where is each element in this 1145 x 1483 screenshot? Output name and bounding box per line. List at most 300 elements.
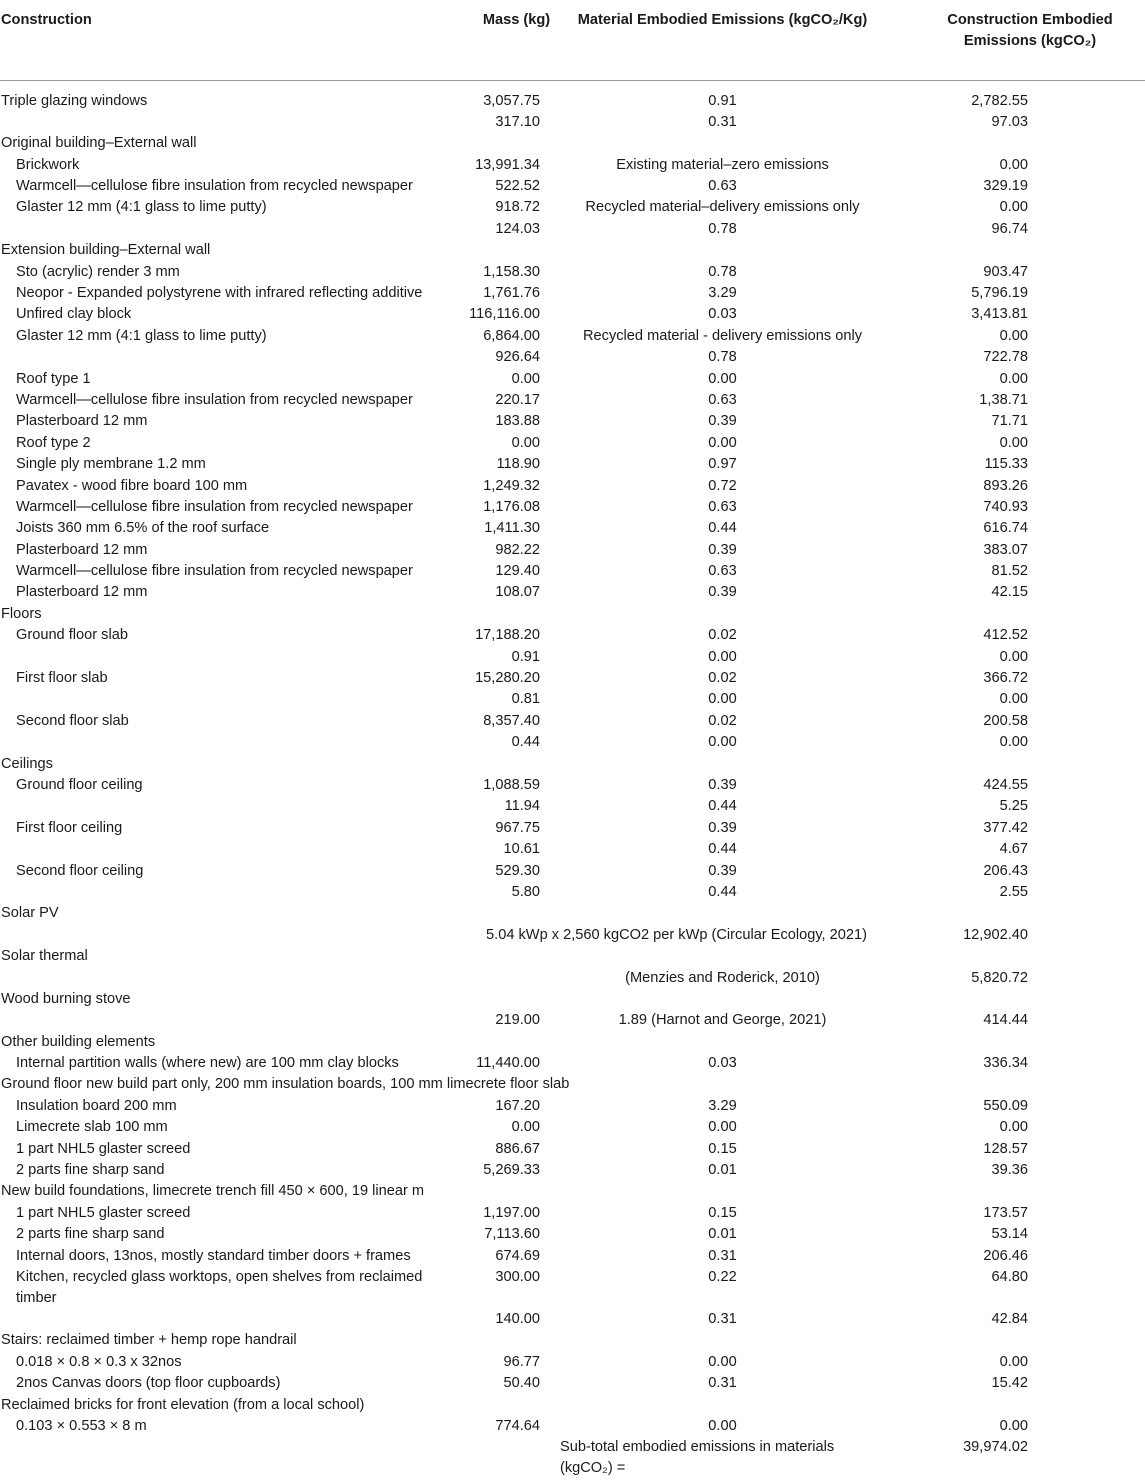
construction-emissions-cell: 97.03 (991, 113, 1028, 130)
mass-cell: 0.91 (511, 648, 540, 665)
table-row (0, 625, 1145, 646)
construction-emissions-cell (885, 1181, 1145, 1202)
construction-emissions-cell: 0.00 (999, 370, 1028, 387)
construction-emissions-cell: 12,902.40 (963, 926, 1028, 943)
construction-cell: Internal doors, 13nos, mostly standard timber doors + frames (16, 1247, 411, 1264)
mass-cell: 219.00 (495, 1012, 540, 1029)
material-emissions-cell: 0.15 (708, 1140, 737, 1157)
table-row (0, 219, 1145, 240)
table-row (0, 411, 1145, 432)
construction-cell: Limecrete slab 100 mm (16, 1119, 168, 1136)
construction-cell: 1 part NHL5 glaster screed (16, 1140, 191, 1157)
table-row (0, 775, 1145, 796)
construction-emissions-cell: 0.00 (999, 1353, 1028, 1370)
material-emissions-cell (560, 989, 885, 1010)
construction-emissions-cell: 903.47 (983, 263, 1028, 280)
material-emissions-cell: 0.03 (708, 306, 737, 323)
material-emissions-cell: 0.39 (708, 777, 737, 793)
construction-cell: Original building–External wall (1, 135, 197, 152)
mass-cell: 50.40 (503, 1375, 540, 1392)
construction-cell: First floor slab (16, 670, 108, 687)
table-row (0, 604, 1145, 625)
table-row (0, 283, 1145, 304)
construction-cell: Plasterboard 12 mm (16, 584, 148, 601)
construction-cell: Brickwork (16, 156, 80, 173)
material-emissions-cell: 0.39 (708, 862, 737, 879)
mass-cell: 183.88 (495, 413, 540, 430)
construction-cell: Plasterboard 12 mm (16, 541, 148, 558)
mass-cell: 118.90 (496, 456, 540, 473)
construction-cell (0, 112, 455, 133)
material-emissions-cell (560, 946, 885, 967)
material-emissions-cell: 0.63 (708, 498, 737, 515)
construction-cell: Single ply membrane 1.2 mm (16, 456, 206, 473)
construction-cell: Joists 360 mm 6.5% of the roof surface (16, 520, 270, 537)
mass-cell: 317.10 (495, 113, 540, 130)
construction-cell: Warmcell—cellulose fibre insulation from recycled newspaper (16, 178, 413, 195)
material-emissions-cell: 0.72 (708, 477, 737, 494)
construction-emissions-cell: 329.19 (983, 178, 1028, 195)
construction-cell (0, 689, 455, 710)
mass-cell: 1,088.59 (483, 777, 540, 793)
material-emissions-cell: 0.03 (708, 1055, 737, 1072)
material-emissions-cell: 0.02 (708, 712, 737, 729)
material-emissions-cell: 0.78 (708, 263, 737, 280)
construction-cell: Roof type 2 (16, 434, 91, 451)
construction-cell: Ground floor new build part only, 200 mm insulation boards, 100 mm limecrete floor slab (1, 1076, 570, 1093)
table-row (0, 476, 1145, 497)
construction-emissions-cell: 128.57 (983, 1140, 1028, 1157)
table-row (0, 326, 1145, 347)
mass-cell: 967.75 (495, 819, 540, 836)
construction-emissions-cell: 550.09 (983, 1097, 1028, 1114)
material-emissions-cell: 0.63 (708, 391, 737, 408)
mass-cell (455, 1395, 560, 1416)
material-emissions-cell: 0.15 (708, 1204, 737, 1221)
table-row (0, 304, 1145, 325)
table-row (0, 540, 1145, 561)
mass-cell: 11,440.00 (476, 1055, 540, 1072)
mass-cell: 5.80 (511, 883, 540, 900)
construction-cell (0, 347, 455, 368)
material-emissions-cell (560, 1032, 885, 1053)
table-row (0, 1352, 1145, 1373)
table-row (0, 1309, 1145, 1330)
table-row (0, 1330, 1145, 1351)
material-emissions-cell: 0.63 (708, 178, 737, 195)
material-emissions-cell: 0.39 (708, 584, 737, 601)
material-emissions-cell: 0.00 (708, 1353, 737, 1370)
mass-cell: 0.00 (511, 370, 540, 387)
mass-cell: 140.00 (495, 1310, 540, 1327)
mass-cell: 1,176.08 (483, 498, 540, 515)
mass-cell: 220.17 (495, 391, 540, 408)
construction-cell: Sto (acrylic) render 3 mm (16, 263, 180, 280)
mass-cell: 300.00 (495, 1268, 540, 1285)
mass-cell: 108.07 (495, 584, 540, 601)
material-emissions-cell: Recycled material–delivery emissions only (585, 199, 860, 216)
mass-cell: 926.64 (495, 349, 540, 366)
mass-cell: 1,158.30 (483, 263, 540, 280)
construction-cell: Unfired clay block (16, 306, 132, 323)
table-row (0, 861, 1145, 882)
material-emissions-cell: 0.78 (708, 349, 737, 366)
construction-emissions-cell: 893.26 (983, 477, 1028, 494)
table-header (0, 0, 1145, 80)
material-emissions-cell: 0.63 (708, 563, 737, 580)
material-emissions-cell (560, 903, 885, 924)
construction-cell (0, 732, 455, 753)
construction-cell: Warmcell—cellulose fibre insulation from recycled newspaper (16, 391, 413, 408)
construction-emissions-cell: 200.58 (983, 712, 1028, 729)
construction-cell: Extension building–External wall (1, 242, 211, 259)
table-row (0, 989, 1145, 1010)
construction-emissions-cell (885, 1395, 1145, 1416)
construction-emissions-cell (885, 903, 1145, 924)
construction-cell: 2 parts fine sharp sand (16, 1162, 165, 1179)
material-emissions-cell (560, 604, 885, 625)
construction-cell: Warmcell—cellulose fibre insulation from recycled newspaper (16, 498, 413, 515)
mass-cell: 886.67 (495, 1140, 540, 1157)
construction-cell: Ground floor slab (16, 627, 128, 644)
construction-cell: 2 parts fine sharp sand (16, 1226, 165, 1243)
material-emissions-cell: 0.00 (708, 370, 737, 387)
construction-cell (0, 882, 455, 903)
table-row (0, 80, 1145, 112)
construction-cell: Triple glazing windows (1, 92, 148, 109)
material-emissions-cell: 0.44 (708, 883, 737, 900)
material-emissions-cell: (Menzies and Roderick, 2010) (625, 969, 820, 986)
construction-cell: Ground floor ceiling (16, 777, 143, 793)
mass-cell (455, 1032, 560, 1053)
mass-cell: 124.03 (495, 220, 540, 237)
construction-cell: 1 part NHL5 glaster screed (16, 1204, 191, 1221)
table-row (0, 1203, 1145, 1224)
table-row (0, 689, 1145, 710)
table-row (0, 133, 1145, 154)
table-row (0, 561, 1145, 582)
construction-cell (0, 968, 455, 989)
construction-emissions-cell: 42.15 (991, 584, 1028, 601)
table-body (0, 80, 1145, 1479)
table-row (0, 1224, 1145, 1245)
mass-cell (455, 989, 560, 1010)
construction-emissions-cell: 71.71 (991, 413, 1028, 430)
construction-cell: 0.103 × 0.553 × 8 m (16, 1417, 147, 1434)
table-row (0, 668, 1145, 689)
material-emissions-cell: 0.01 (708, 1162, 737, 1179)
mass-cell: 129.40 (495, 563, 540, 580)
construction-emissions-cell: 377.42 (983, 819, 1028, 836)
construction-emissions-cell: 15.42 (991, 1375, 1028, 1392)
table-row (0, 390, 1145, 411)
table-row (0, 839, 1145, 860)
mass-cell (455, 903, 560, 924)
material-emissions-cell: 3.29 (708, 285, 737, 302)
mass-cell: 1,249.32 (483, 477, 540, 494)
construction-emissions-cell: 4.67 (999, 841, 1028, 858)
construction-emissions-cell: 3,413.81 (971, 306, 1028, 323)
material-emissions-cell: 0.31 (708, 113, 737, 130)
mass-cell: 982.22 (495, 541, 540, 558)
material-emissions-cell: 0.39 (708, 819, 737, 836)
material-emissions-cell (560, 133, 885, 154)
material-emissions-cell: 0.44 (708, 841, 737, 858)
construction-emissions-cell: 0.00 (999, 1417, 1028, 1434)
construction-cell: Glaster 12 mm (4:1 glass to lime putty) (16, 199, 267, 216)
construction-emissions-cell: 0.00 (999, 327, 1028, 344)
mass-cell: 96.77 (503, 1353, 540, 1370)
mass-cell: 1,411.30 (484, 520, 540, 537)
table-row (0, 1395, 1145, 1416)
construction-cell: Insulation board 200 mm (16, 1097, 177, 1114)
table-row (0, 1373, 1145, 1394)
construction-emissions-cell: 0.00 (999, 199, 1028, 216)
construction-emissions-cell: 740.93 (983, 498, 1028, 515)
material-emissions-cell: 0.00 (708, 1417, 737, 1434)
table-row (0, 155, 1145, 176)
material-emissions-cell: Existing material–zero emissions (616, 156, 829, 173)
construction-emissions-cell: 64.80 (991, 1268, 1028, 1285)
construction-cell: Neopor - Expanded polystyrene with infrared reflecting additive (16, 285, 423, 302)
mass-cell: 674.69 (495, 1247, 540, 1264)
construction-cell: 2nos Canvas doors (top floor cupboards) (16, 1375, 281, 1392)
material-emissions-cell: 0.00 (708, 648, 737, 665)
material-emissions-cell (560, 754, 885, 775)
construction-emissions-cell: 5.25 (999, 798, 1028, 815)
mass-cell: 0.81 (511, 691, 540, 708)
construction-emissions-cell (885, 946, 1145, 967)
table-row (0, 454, 1145, 475)
mass-cell (455, 968, 560, 989)
mass-cell (455, 946, 560, 967)
mass-cell: 0.00 (511, 1119, 540, 1136)
construction-emissions-cell: 366.72 (983, 670, 1028, 687)
construction-emissions-cell: 115.33 (984, 456, 1028, 473)
construction-cell: Roof type 1 (16, 370, 91, 387)
table-row (0, 818, 1145, 839)
mass-cell: 6,864.00 (483, 327, 540, 344)
header-construction-emissions: Construction Embodied Emissions (kgCO₂) (885, 0, 1145, 80)
material-emissions-cell: 0.01 (708, 1226, 737, 1243)
material-emissions-cell: 0.31 (708, 1375, 737, 1392)
table-row (0, 433, 1145, 454)
mass-cell: 11.94 (504, 798, 540, 815)
material-emissions-cell: 0.02 (708, 670, 737, 687)
table-row (0, 1267, 1145, 1309)
material-emissions-cell: 0.31 (708, 1247, 737, 1264)
table-row (0, 1246, 1145, 1267)
mass-cell: 1,761.76 (483, 285, 540, 302)
construction-cell: Second floor slab (16, 712, 129, 729)
mass-cell (455, 1181, 560, 1202)
mass-cell (455, 133, 560, 154)
subtotal-spacer (0, 1437, 455, 1479)
material-emissions-cell: 0.00 (708, 734, 737, 751)
mass-cell: 0.00 (511, 434, 540, 451)
material-emissions-cell (560, 240, 885, 261)
material-emissions-cell: 0.02 (708, 627, 737, 644)
construction-cell: Solar thermal (1, 948, 88, 965)
mass-cell (455, 240, 560, 261)
construction-cell (0, 796, 455, 817)
table-row (0, 369, 1145, 390)
header-mass: Mass (kg) (455, 0, 560, 80)
table-row (0, 732, 1145, 753)
construction-cell: Glaster 12 mm (4:1 glass to lime putty) (16, 327, 267, 344)
construction-emissions-cell: 96.74 (991, 220, 1028, 237)
table-row (0, 1139, 1145, 1160)
construction-emissions-cell: 0.00 (999, 691, 1028, 708)
table-row (0, 518, 1145, 539)
construction-emissions-cell: 0.00 (999, 734, 1028, 751)
construction-cell: Floors (1, 605, 42, 622)
construction-emissions-cell (885, 133, 1145, 154)
material-emissions-cell: 0.00 (708, 1119, 737, 1136)
mass-cell: 7,113.60 (484, 1226, 540, 1243)
construction-emissions-cell (885, 240, 1145, 261)
construction-cell: Internal partition walls (where new) are 100 mm clay blocks (16, 1055, 399, 1072)
mass-cell (455, 754, 560, 775)
mass-cell: 17,188.20 (475, 627, 540, 644)
table-row (0, 647, 1145, 668)
mass-cell: 8,357.40 (483, 712, 540, 729)
construction-emissions-cell: 81.52 (991, 563, 1028, 580)
mass-cell (455, 1330, 560, 1351)
subtotal-label: Sub-total embodied emissions in materials (kgCO₂) = (560, 1439, 835, 1477)
table-row (0, 796, 1145, 817)
construction-emissions-cell: 173.57 (983, 1204, 1028, 1221)
subtotal-row (0, 1437, 1145, 1479)
material-emissions-cell: 0.91 (708, 92, 737, 109)
construction-cell (0, 839, 455, 860)
material-emissions-cell: 0.00 (708, 434, 737, 451)
table-row (0, 197, 1145, 218)
construction-emissions-cell: 2.55 (999, 883, 1028, 900)
construction-emissions-cell: 53.14 (991, 1226, 1028, 1243)
table-row (0, 903, 1145, 924)
construction-cell: Stairs: reclaimed timber + hemp rope handrail (1, 1332, 297, 1349)
table-row (0, 176, 1145, 197)
mass-cell: 522.52 (495, 178, 540, 195)
construction-emissions-cell: 0.00 (999, 156, 1028, 173)
table-row (0, 1010, 1145, 1031)
table-row (0, 1074, 1145, 1095)
construction-emissions-cell: 383.07 (983, 541, 1028, 558)
mass-cell: 167.20 (495, 1097, 540, 1114)
header-construction: Construction (0, 0, 455, 80)
mass-cell: 918.72 (495, 199, 540, 216)
construction-emissions-cell: 0.00 (999, 648, 1028, 665)
construction-cell: Second floor ceiling (16, 862, 144, 879)
mass-cell (455, 604, 560, 625)
table-row (0, 968, 1145, 989)
table-row (0, 1160, 1145, 1181)
table-row (0, 882, 1145, 903)
construction-emissions-cell: 206.46 (983, 1247, 1028, 1264)
construction-cell: Warmcell—cellulose fibre insulation from recycled newspaper (16, 563, 413, 580)
table-row (0, 1032, 1145, 1053)
construction-emissions-cell: 414.44 (983, 1012, 1028, 1029)
material-emissions-cell: 0.44 (708, 520, 737, 537)
table-row (0, 925, 1145, 946)
table-row (0, 497, 1145, 518)
construction-emissions-cell: 5,820.72 (971, 969, 1028, 986)
construction-cell (0, 219, 455, 240)
mass-cell: 13,991.34 (475, 156, 540, 173)
material-emissions-cell: 0.39 (708, 541, 737, 558)
construction-cell: Plasterboard 12 mm (16, 413, 148, 430)
construction-emissions-cell: 722.78 (983, 349, 1028, 366)
material-emissions-cell: 0.78 (708, 220, 737, 237)
material-emissions-cell (560, 1181, 885, 1202)
table-row (0, 112, 1145, 133)
construction-cell (0, 647, 455, 668)
material-emissions-cell: 1.89 (Harnot and George, 2021) (618, 1012, 827, 1029)
construction-emissions-cell: 0.00 (999, 434, 1028, 451)
construction-emissions-cell (885, 1330, 1145, 1351)
header-material-emissions: Material Embodied Emissions (kgCO₂/Kg) (560, 0, 885, 80)
mass-cell: 116,116.00 (469, 306, 540, 323)
construction-emissions-cell: 2,782.55 (971, 92, 1028, 109)
material-emissions-cell: 0.31 (708, 1310, 737, 1327)
construction-cell (0, 1309, 455, 1330)
mass-cell: 529.30 (495, 862, 540, 879)
construction-emissions-cell: 412.52 (983, 627, 1028, 644)
table-row (0, 1096, 1145, 1117)
construction-cell: Pavatex - wood fibre board 100 mm (16, 477, 248, 494)
construction-emissions-cell: 336.34 (983, 1055, 1028, 1072)
material-emissions-cell: Recycled material - delivery emissions only (583, 327, 862, 344)
construction-emissions-cell: 39.36 (991, 1162, 1028, 1179)
construction-cell: Wood burning stove (1, 990, 131, 1007)
material-emissions-cell: 0.97 (708, 456, 737, 473)
table-row (0, 1117, 1145, 1138)
construction-emissions-cell (885, 989, 1145, 1010)
construction-emissions-cell: 1,38.71 (979, 391, 1028, 408)
table-row (0, 1181, 1145, 1202)
construction-emissions-cell: 0.00 (999, 1119, 1028, 1136)
mass-cell: 15,280.20 (475, 670, 540, 687)
table-row (0, 1053, 1145, 1074)
mass-cell: 1,197.00 (483, 1204, 540, 1221)
subtotal-spacer (455, 1437, 560, 1479)
table-row (0, 582, 1145, 603)
construction-emissions-cell: 424.55 (983, 777, 1028, 793)
construction-emissions-cell: 206.43 (983, 862, 1028, 879)
table-row (0, 754, 1145, 775)
construction-cell (0, 1010, 455, 1031)
material-emissions-cell (560, 1330, 885, 1351)
construction-cell: First floor ceiling (16, 819, 123, 836)
mass-cell: 774.64 (495, 1417, 540, 1434)
construction-cell (0, 925, 455, 946)
table-row (0, 711, 1145, 732)
construction-emissions-cell: 5,796.19 (971, 285, 1028, 302)
subtotal-value: 39,974.02 (963, 1439, 1028, 1456)
table-row (0, 240, 1145, 261)
construction-cell: Other building elements (1, 1033, 156, 1050)
material-emissions-cell (560, 1395, 885, 1416)
table-row (0, 946, 1145, 967)
mass-cell: 0.44 (511, 734, 540, 751)
mass-cell: 10.61 (503, 841, 540, 858)
construction-emissions-cell: 42.84 (991, 1310, 1028, 1327)
construction-emissions-cell (885, 604, 1145, 625)
table-row (0, 1416, 1145, 1437)
material-emissions-cell: 3.29 (708, 1097, 737, 1114)
material-emissions-cell: 0.22 (708, 1268, 737, 1285)
